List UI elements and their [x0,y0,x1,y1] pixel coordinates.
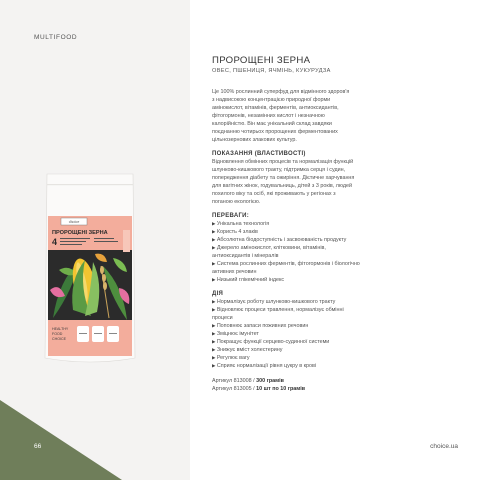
product-intro [212,88,422,144]
list-item [212,298,422,306]
list-item [212,268,422,276]
intro-line: Це 100% рослинний суперфуд для відмінного здоров'я [212,89,350,95]
list-item [212,220,422,228]
product-subtitle: ОВЕС, ПШЕНИЦЯ, ЯЧМІНЬ, КУКУРУДЗА [212,68,331,74]
bullet-triangle-icon: ▶ [212,323,216,328]
corner-triangle-decoration [0,400,122,480]
list-item [212,322,422,330]
package-text-line [60,241,86,242]
list-item-text: Сприяє нормалізації рівня цукру в крові [216,363,317,369]
list-item-text: процеси [212,315,233,321]
indications-section [212,151,422,206]
article-numbers [212,377,422,393]
wheat-grain [103,282,107,290]
action-heading: ДІЯ [212,291,224,297]
bullet-triangle-icon: ▶ [212,261,216,266]
list-item-text: антиоксидантів і мінералів [212,253,279,259]
list-item [212,314,422,322]
list-item [212,354,422,362]
list-item [212,236,422,244]
article-line [212,377,422,385]
indications-heading: ПОКАЗАННЯ (ВЛАСТИВОСТІ) [212,151,306,157]
product-package-image [39,170,141,368]
bullet-triangle-icon: ▶ [212,299,216,304]
bullet-triangle-icon: ▶ [212,355,216,360]
intro-line: калорійністю. Він має унікальний склад завдяки [212,121,332,127]
bullet-triangle-icon: ▶ [212,331,216,336]
list-item [212,330,422,338]
list-item-text: Низький глікемічний індекс [216,277,285,283]
list-item-text: Абсолютна біодоступність і засвоюваність продукту [216,237,347,243]
advantages-section [212,213,422,284]
list-item-text: Зміцнює імунітет [216,331,259,337]
list-item-text: Поповнює запаси поживних речовин [216,323,309,329]
product-image-panel [0,0,190,480]
list-item [212,346,422,354]
feature-badge-line [109,333,117,334]
package-text-line [60,238,90,239]
list-item-text: Система рослинних ферментів, фітогормонів і біологічно [216,261,360,267]
bullet-triangle-icon: ▶ [212,221,216,226]
package-text-line [60,244,82,245]
list-item [212,276,422,284]
indications-line: Відновлення обмінних процесів та нормалізація функцій [212,159,354,165]
list-item [212,260,422,268]
bullet-triangle-icon: ▶ [212,245,216,250]
indications-line: похилого віку та осіб, які проживають у регіонах з [212,191,336,197]
advantages-list [212,220,422,284]
website-url[interactable]: choice.ua [430,443,458,450]
list-item-text: Джерело амінокислот, клітковини, вітамінів, [216,245,326,251]
page-number: 66 [34,443,42,450]
product-title: ПРОРОЩЕНІ ЗЕРНА [212,55,311,66]
list-item-text: Користь 4 злаків [216,229,258,235]
logo-text: choice [68,219,80,225]
list-item-text: Покращує функції серцево-судинної системи [216,339,330,345]
package-text-line [94,241,118,242]
bullet-triangle-icon: ▶ [212,229,216,234]
list-item-text: Відновлює процеси травлення, нормалізує обмінні [216,307,344,313]
intro-line: з надвисокою концентрацією природної форми [212,97,331,103]
list-item [212,362,422,370]
list-item-text: Знижує вміст холестерину [216,347,283,353]
list-item-text: Нормалізує роботу шлунково-кишкового тракту [216,299,336,305]
wheat-grain [102,274,106,282]
bullet-triangle-icon: ▶ [212,347,216,352]
list-item-text: Регулює вагу [216,355,250,361]
intro-line: цільнозернових злакових культур. [212,137,297,143]
list-item [212,252,422,260]
bullet-triangle-icon: ▶ [212,277,216,282]
indications-line: шлунково-кишкового тракту, підтримка серця і судин, [212,167,346,173]
side-strip [123,230,130,252]
package-side-text: FOOD [52,332,63,336]
article-weight: 10 шт по 10 грамів [256,386,306,392]
indications-line: попередження діабету та ожиріння. Дієтичне харчування [212,175,355,181]
feature-badge-line [94,333,102,334]
article-line [212,385,422,393]
intro-line: поєднанню чотирьох пророщених ферментованих [212,129,338,135]
bullet-triangle-icon: ▶ [212,339,216,344]
article-prefix: Артикул 813008 / [212,378,257,384]
advantages-heading: ПЕРЕВАГИ: [212,213,250,219]
brand-name: MULTIFOOD [34,34,78,41]
package-text-line [94,238,114,239]
article-weight: 300 грамів [256,378,284,384]
package-side-text: HEALTHY [52,327,69,331]
package-number: 4 [52,237,58,247]
list-item-text: активних речовин [212,269,257,275]
intro-line: фітогормонів, незамінних кислот і незначною [212,113,325,119]
list-item-text: Унікальна технологія [216,221,270,227]
article-prefix: Артикул 813005 / [212,386,257,392]
action-list [212,298,422,370]
pouch-zip [47,184,133,185]
product-description [212,55,422,393]
bullet-triangle-icon: ▶ [212,237,216,242]
list-item [212,228,422,236]
action-section [212,291,422,370]
feature-badge-line [79,333,87,334]
bullet-triangle-icon: ▶ [212,363,216,368]
intro-line: амінокислот, вітамінів, ферментів, антиоксидантів, [212,105,339,111]
list-item [212,338,422,346]
list-item [212,306,422,314]
package-side-text: CHOICE [52,337,66,341]
bullet-triangle-icon: ▶ [212,307,216,312]
list-item [212,244,422,252]
indications-line: поганою екологією. [212,199,261,205]
indications-line: для вагітних жінок, годувальниць, дітей з 3 років, людей [212,183,353,189]
package-title: ПРОРОЩЕНІ ЗЕРНА [52,230,108,236]
wheat-grain [100,266,104,274]
